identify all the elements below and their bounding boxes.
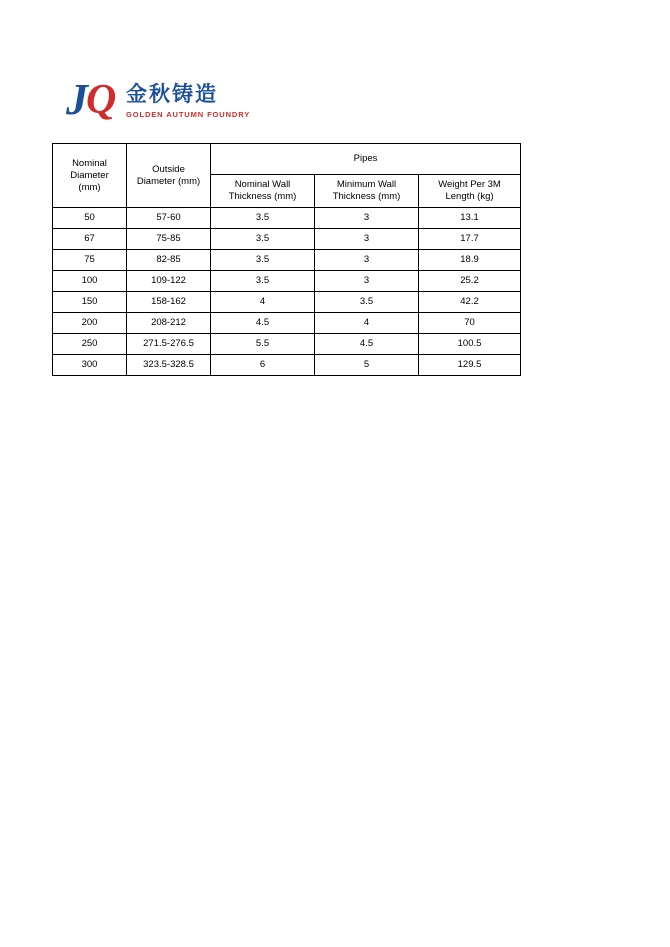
header-nominal-diameter-line3: (mm) bbox=[78, 181, 101, 193]
table-row bbox=[53, 229, 521, 250]
cell-nominal-wall: 3.5 bbox=[211, 208, 315, 229]
header-nominal-diameter bbox=[53, 144, 127, 208]
cell-weight: 18.9 bbox=[419, 250, 521, 271]
table-head bbox=[53, 144, 521, 208]
header-outside-diameter bbox=[127, 144, 211, 208]
cell-nominal-wall: 3.5 bbox=[211, 250, 315, 271]
logo-text-block bbox=[126, 80, 250, 120]
cell-outside-diameter: 158-162 bbox=[127, 292, 211, 313]
cell-minimum-wall: 5 bbox=[315, 355, 419, 376]
cell-nominal-diameter: 300 bbox=[53, 355, 127, 376]
header-weight-per-3m-line2: Length (kg) bbox=[445, 191, 494, 202]
table-body bbox=[53, 208, 521, 376]
header-outside-diameter-line1: Outside bbox=[152, 163, 185, 175]
cell-nominal-diameter: 150 bbox=[53, 292, 127, 313]
table-row bbox=[53, 250, 521, 271]
header-nominal-wall-thickness bbox=[211, 175, 315, 208]
header-nominal-wall-thickness-line2: Thickness (mm) bbox=[228, 191, 297, 202]
cell-weight: 70 bbox=[419, 313, 521, 334]
cell-outside-diameter: 82-85 bbox=[127, 250, 211, 271]
cell-nominal-diameter: 200 bbox=[53, 313, 127, 334]
logo-letter-j: J bbox=[66, 75, 86, 124]
cell-outside-diameter: 208-212 bbox=[127, 313, 211, 334]
cell-outside-diameter: 323.5-328.5 bbox=[127, 355, 211, 376]
logo-chinese-name: 金秋铸造 bbox=[126, 82, 218, 106]
logo-letter-q: Q bbox=[86, 77, 117, 123]
cell-weight: 100.5 bbox=[419, 334, 521, 355]
header-minimum-wall-thickness bbox=[315, 175, 419, 208]
cell-minimum-wall: 3 bbox=[315, 229, 419, 250]
cell-minimum-wall: 3.5 bbox=[315, 292, 419, 313]
logo-mark-icon bbox=[66, 75, 118, 124]
cell-minimum-wall: 3 bbox=[315, 271, 419, 292]
cell-nominal-diameter: 100 bbox=[53, 271, 127, 292]
cell-weight: 13.1 bbox=[419, 208, 521, 229]
table-row bbox=[53, 334, 521, 355]
cell-weight: 42.2 bbox=[419, 292, 521, 313]
cell-weight: 17.7 bbox=[419, 229, 521, 250]
cell-nominal-wall: 5.5 bbox=[211, 334, 315, 355]
cell-minimum-wall: 3 bbox=[315, 208, 419, 229]
table-row bbox=[53, 313, 521, 334]
logo-english-name: GOLDEN AUTUMN FOUNDRY bbox=[126, 110, 251, 119]
cell-nominal-diameter: 67 bbox=[53, 229, 127, 250]
table-header-row-1 bbox=[53, 144, 521, 175]
header-pipes-group: Pipes bbox=[211, 144, 521, 175]
cell-outside-diameter: 271.5-276.5 bbox=[127, 334, 211, 355]
cell-nominal-wall: 3.5 bbox=[211, 271, 315, 292]
cell-minimum-wall: 4 bbox=[315, 313, 419, 334]
table-row bbox=[53, 271, 521, 292]
cell-minimum-wall: 4.5 bbox=[315, 334, 419, 355]
cell-weight: 25.2 bbox=[419, 271, 521, 292]
cell-outside-diameter: 109-122 bbox=[127, 271, 211, 292]
header-weight-per-3m-line1: Weight Per 3M bbox=[438, 179, 501, 190]
table-row bbox=[53, 208, 521, 229]
cell-nominal-diameter: 50 bbox=[53, 208, 127, 229]
header-weight-per-3m bbox=[419, 175, 521, 208]
cell-weight: 129.5 bbox=[419, 355, 521, 376]
cell-outside-diameter: 57-60 bbox=[127, 208, 211, 229]
header-outside-diameter-line2: Diameter (mm) bbox=[136, 175, 201, 187]
header-nominal-diameter-line1: Nominal bbox=[72, 157, 107, 169]
cell-outside-diameter: 75-85 bbox=[127, 229, 211, 250]
spec-table bbox=[52, 143, 521, 376]
company-logo bbox=[66, 75, 251, 124]
table-row bbox=[53, 292, 521, 313]
cell-nominal-diameter: 75 bbox=[53, 250, 127, 271]
cell-nominal-wall: 4 bbox=[211, 292, 315, 313]
cell-nominal-diameter: 250 bbox=[53, 334, 127, 355]
header-nominal-diameter-line2: Diameter bbox=[70, 169, 109, 181]
table-row bbox=[53, 355, 521, 376]
header-nominal-wall-thickness-line1: Nominal Wall bbox=[234, 179, 291, 190]
header-minimum-wall-thickness-line1: Minimum Wall bbox=[336, 179, 397, 190]
cell-nominal-wall: 4.5 bbox=[211, 313, 315, 334]
header-minimum-wall-thickness-line2: Thickness (mm) bbox=[332, 191, 401, 202]
cell-nominal-wall: 3.5 bbox=[211, 229, 315, 250]
pipe-specification-table bbox=[52, 143, 520, 376]
cell-nominal-wall: 6 bbox=[211, 355, 315, 376]
cell-minimum-wall: 3 bbox=[315, 250, 419, 271]
